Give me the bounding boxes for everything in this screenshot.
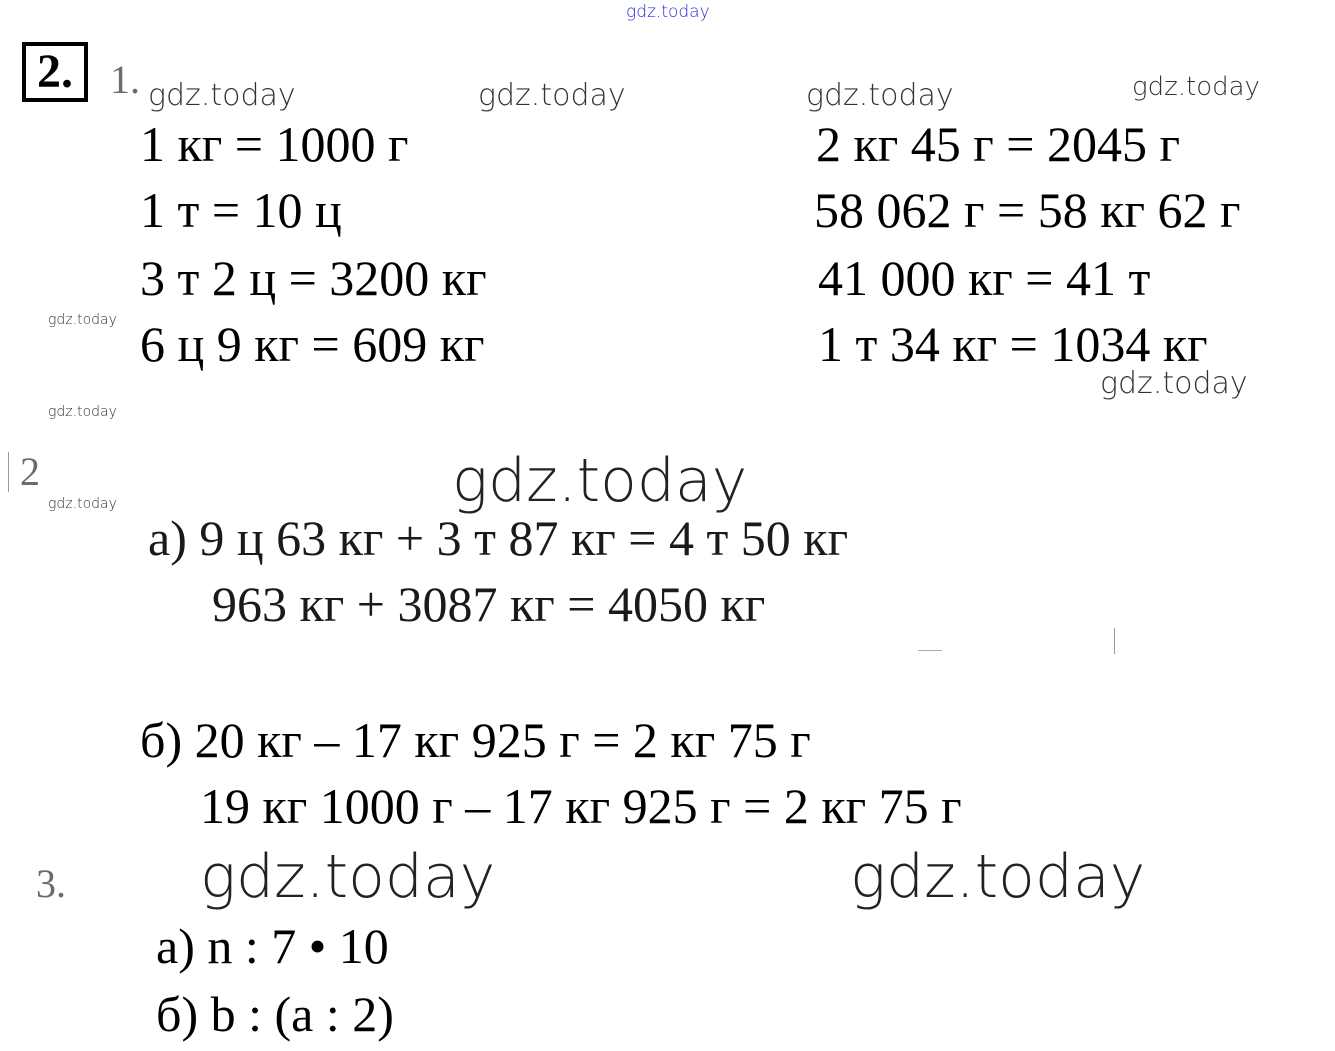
watermark: gdz.today xyxy=(1132,72,1260,102)
equation-right: 2 кг 45 г = 2045 г xyxy=(816,116,1181,172)
section-3-label: 3. xyxy=(36,861,66,906)
equation-right: 41 000 кг = 41 т xyxy=(818,250,1151,306)
equation-2b-line1: б) 20 кг – 17 кг 925 г = 2 кг 75 г xyxy=(140,712,811,768)
watermark: gdz.today xyxy=(1100,366,1248,401)
watermark: gdz.today xyxy=(478,78,626,113)
watermark: gdz.today xyxy=(806,78,954,113)
watermark: gdz.today xyxy=(452,446,748,516)
watermark: gdz.today xyxy=(48,404,117,420)
watermark: gdz.today xyxy=(48,496,117,512)
watermark: gdz.today xyxy=(148,78,296,113)
scan-mark xyxy=(8,452,9,492)
equation-2a-line2: 963 кг + 3087 кг = 4050 кг xyxy=(212,576,766,632)
equation-left: 6 ц 9 кг = 609 кг xyxy=(140,316,485,372)
equation-right: 1 т 34 кг = 1034 кг xyxy=(818,316,1208,372)
equation-left: 1 т = 10 ц xyxy=(140,182,342,238)
equation-2a-line1: а) 9 ц 63 кг + 3 т 87 кг = 4 т 50 кг xyxy=(148,510,849,566)
equation-left: 1 кг = 1000 г xyxy=(140,116,409,172)
section-1-label: 1. xyxy=(110,57,140,102)
watermark: gdz.today xyxy=(850,842,1146,912)
section-2-label: 2 xyxy=(20,449,40,494)
task-number: 2. xyxy=(22,42,88,102)
scan-mark xyxy=(918,650,942,651)
equation-right: 58 062 г = 58 кг 62 г xyxy=(814,182,1241,238)
equation-left: 3 т 2 ц = 3200 кг xyxy=(140,250,487,306)
watermark-top: gdz.today xyxy=(626,2,710,22)
expression-3b: б) b : (a : 2) xyxy=(156,986,394,1042)
watermark: gdz.today xyxy=(200,842,496,912)
watermark: gdz.today xyxy=(48,312,117,328)
expression-3a: а) n : 7 • 10 xyxy=(156,918,389,974)
equation-2b-line2: 19 кг 1000 г – 17 кг 925 г = 2 кг 75 г xyxy=(200,778,962,834)
scan-mark xyxy=(1114,628,1115,654)
